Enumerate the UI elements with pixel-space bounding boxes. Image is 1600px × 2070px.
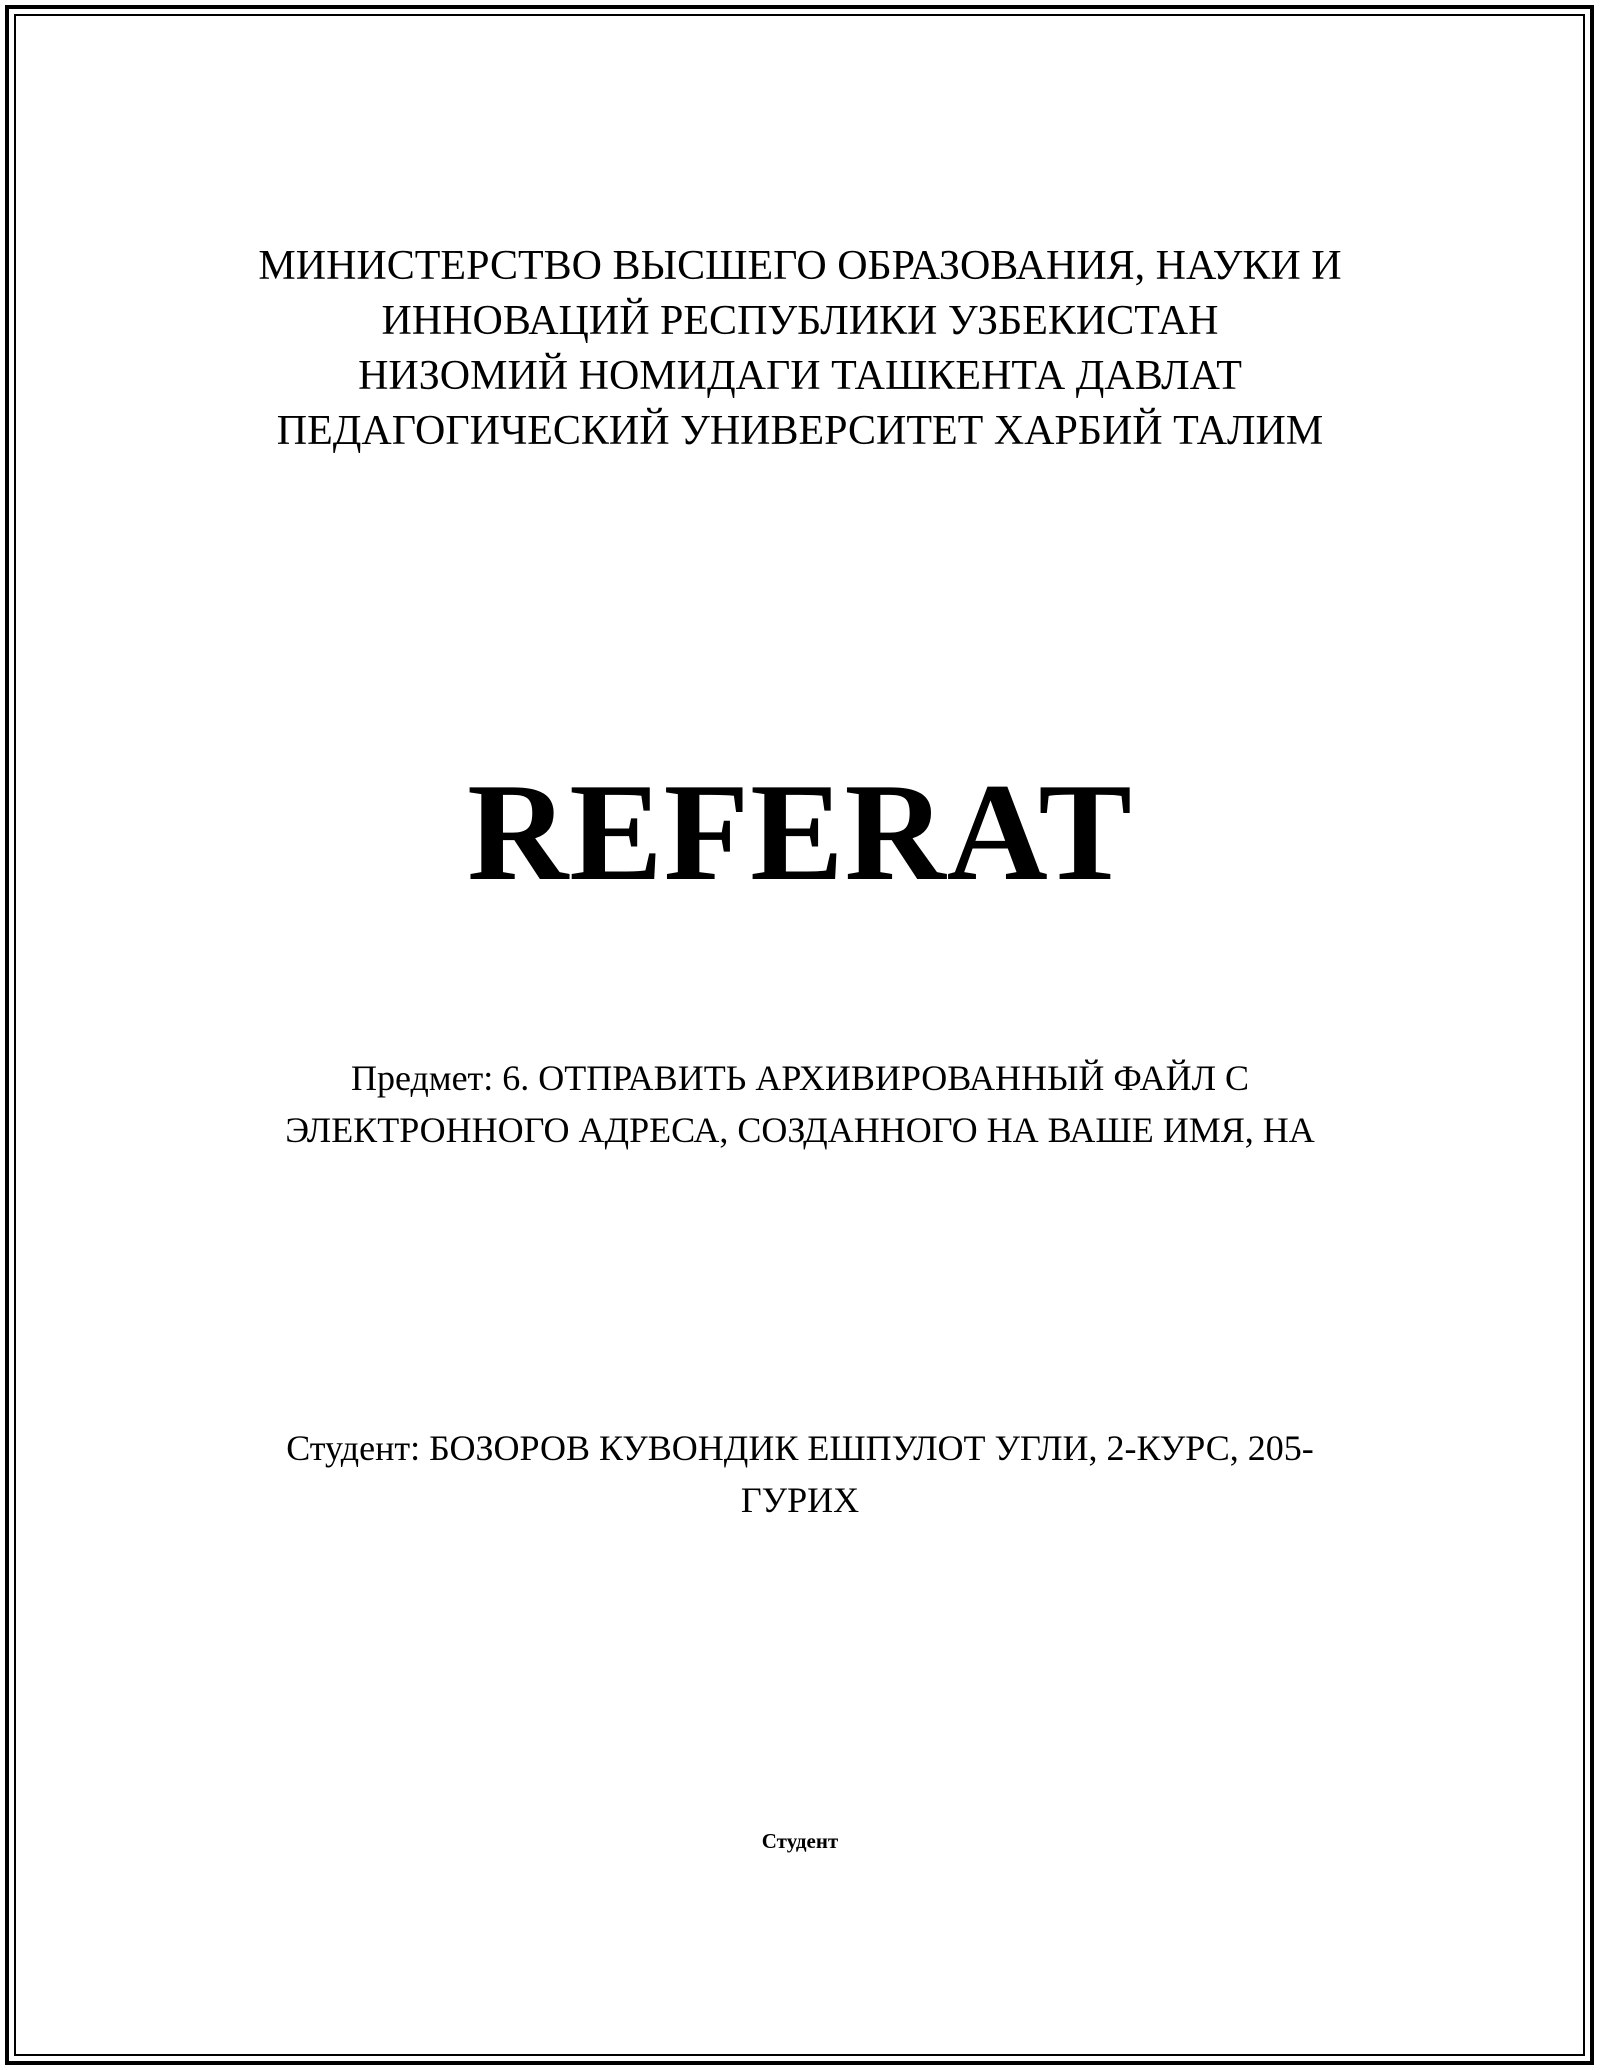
- document-title: REFERAT: [467, 755, 1133, 910]
- subject-block: [0, 1052, 1600, 1156]
- subject-line: Предмет: 6. ОТПРАВИТЬ АРХИВИРОВАННЫЙ ФАЙЛ С: [350, 1058, 1250, 1098]
- student-line: ГУРИХ: [740, 1480, 860, 1520]
- ministry-header-line: НИЗОМИЙ НОМИДАГИ ТАШКЕНТА ДАВЛАТ: [358, 353, 1242, 399]
- ministry-header-line: ИННОВАЦИЙ РЕСПУБЛИКИ УЗБЕКИСТАН: [381, 298, 1219, 344]
- student-line: Студент: БОЗОРОВ КУВОНДИК ЕШПУЛОТ УГЛИ, 2-КУРС, 205-: [286, 1428, 1314, 1468]
- ministry-header-line: МИНИСТЕРСТВО ВЫСШЕГО ОБРАЗОВАНИЯ, НАУКИ И: [258, 243, 1342, 289]
- footer-student-label: Студент: [761, 1829, 839, 1853]
- ministry-header-line: ПЕДАГОГИЧЕСКИЙ УНИВЕРСИТЕТ ХАРБИЙ ТАЛИМ: [276, 408, 1324, 454]
- subject-line: ЭЛЕКТРОННОГО АДРЕСА, СОЗДАННОГО НА ВАШЕ ИМЯ, НА: [285, 1110, 1315, 1150]
- student-block: [0, 1422, 1600, 1526]
- ministry-header: [0, 239, 1600, 459]
